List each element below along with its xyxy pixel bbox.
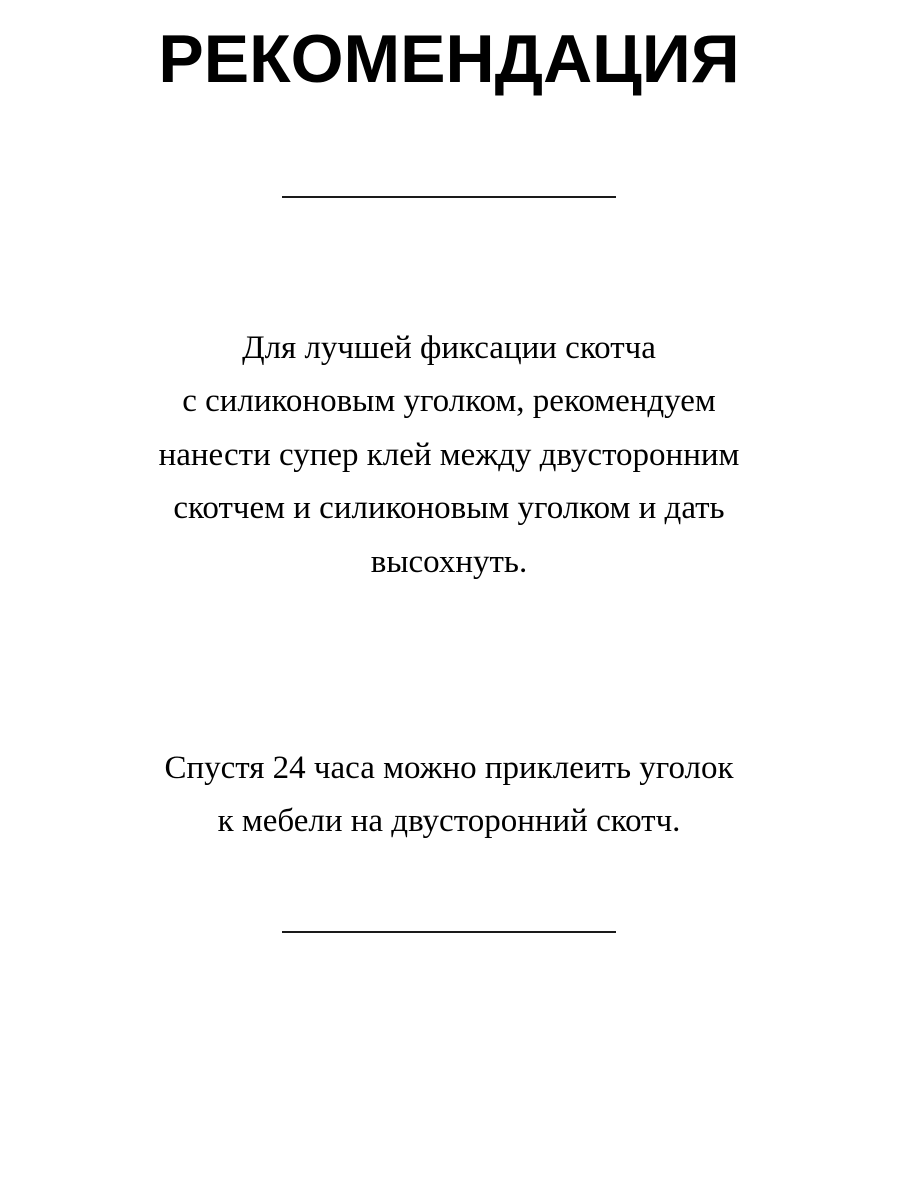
paragraph-line: с силиконовым уголком, рекомендуем — [182, 383, 716, 420]
paragraph-line: Для лучшей фиксации скотча — [242, 330, 656, 366]
paragraph-line: Спустя 24 часа можно приклеить уголок — [164, 750, 734, 786]
recommendation-glue-note — [0, 322, 898, 589]
page-title: РЕКОМЕНДАЦИЯ — [158, 21, 740, 97]
recommendation-wait-note — [0, 742, 898, 849]
paragraph-line: к мебели на двусторонний скотч. — [217, 803, 681, 840]
paragraph-line: высохнуть. — [370, 543, 528, 580]
paragraph-line: скотчем и силиконовым уголком и дать — [173, 490, 725, 527]
paragraph-line: нанести супер клей между двусторонним — [158, 436, 740, 473]
divider-bottom — [282, 931, 616, 933]
divider-top — [282, 196, 616, 198]
